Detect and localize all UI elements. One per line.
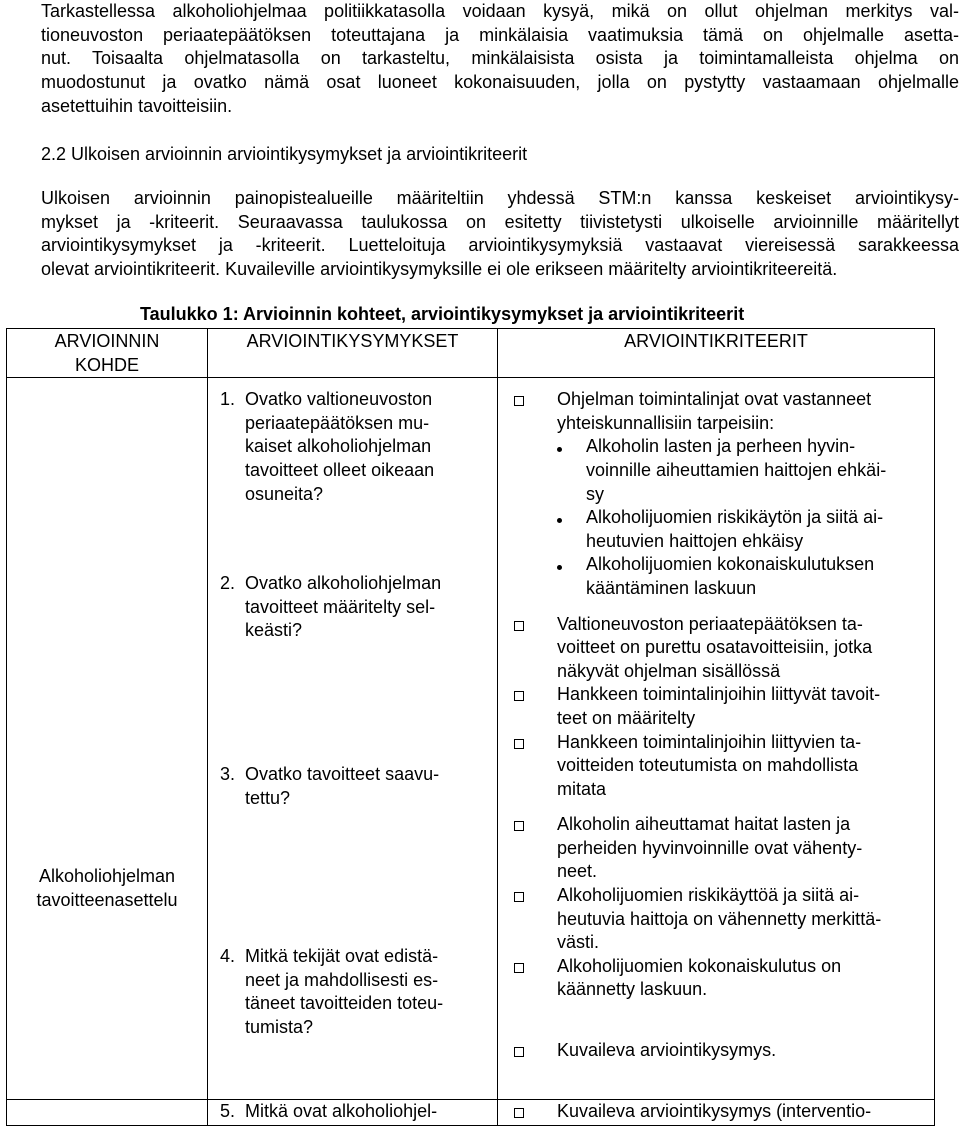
bullet-dot-icon xyxy=(557,565,562,570)
text-line: tioneuvoston periaatepäätöksen toteuttajana ja minkälaisia vaatimuksia tämä on ohjelmalle asetta- xyxy=(41,24,959,45)
criteria-line: Alkoholijuomien riskikäyttöä ja siitä ai- xyxy=(557,885,860,906)
checkbox-bullet-icon xyxy=(514,691,524,701)
text-line: mykset ja -kriteerit. Seuraavassa taulukossa on esitetty tiivistetysti ulkoiselle arvioinnille määritellyt xyxy=(41,211,959,232)
header-target-line: ARVIOINNIN xyxy=(54,331,160,351)
checkbox-bullet-icon xyxy=(514,739,524,749)
target-line: tavoitteenasettelu xyxy=(36,889,178,910)
checkbox-bullet-icon xyxy=(514,892,524,902)
criteria-item xyxy=(514,813,930,884)
bullet-line: Alkoholijuomien riskikäytön ja siitä ai- xyxy=(586,507,884,528)
criteria-line: näkyvät ohjelman sisällössä xyxy=(557,660,781,681)
criteria-line: Hankkeen toimintalinjoihin liittyvien ta- xyxy=(557,731,862,752)
text-line: asetettuihin tavoitteisiin. xyxy=(41,95,233,116)
table-caption: Taulukko 1: Arvioinnin kohteet, arviointikysymykset ja arviointikriteerit xyxy=(140,304,745,324)
question-line: kaiset alkoholiohjelman xyxy=(245,436,432,457)
question-line: Ovatko valtioneuvoston xyxy=(245,389,433,410)
criteria-line: Valtioneuvoston periaatepäätöksen ta- xyxy=(557,613,863,634)
question-line: tettu? xyxy=(245,787,291,808)
criteria-line: neet. xyxy=(557,861,598,882)
criteria-line: Alkoholin aiheuttamat haitat lasten ja xyxy=(557,814,851,835)
question-line: periaatepäätöksen mu- xyxy=(245,412,430,433)
question-item xyxy=(220,763,489,810)
bullet-line: Alkoholijuomien kokonaiskulutuksen xyxy=(586,554,875,575)
question-number: 4. xyxy=(220,946,236,967)
table-row xyxy=(7,378,935,1100)
bullet-dot-icon xyxy=(557,518,562,523)
checkbox-bullet-icon xyxy=(514,963,524,973)
questions-cell xyxy=(208,378,498,1100)
sub-bullet-item xyxy=(557,553,930,600)
sub-bullet-list xyxy=(557,435,930,600)
bullet-line: Alkoholin lasten ja perheen hyvin- xyxy=(586,436,856,457)
criteria-item xyxy=(514,955,930,1002)
question-line: neet ja mahdollisesti es- xyxy=(245,969,439,990)
question-line: keästi? xyxy=(245,620,303,641)
criteria-line: Kuvaileva arviointikysymys. xyxy=(557,1040,777,1061)
checkbox-bullet-icon xyxy=(514,821,524,831)
criteria-line: västi. xyxy=(557,932,600,953)
question-line: Ovatko alkoholiohjelman xyxy=(245,573,442,594)
header-target xyxy=(7,329,208,378)
question-number: 3. xyxy=(220,763,236,784)
section-heading: 2.2 Ulkoisen arvioinnin arviointikysymykset ja arviointikriteerit xyxy=(41,144,528,164)
table-row xyxy=(7,1100,935,1126)
bullet-line: heutuvien haittojen ehkäisy xyxy=(586,530,804,551)
question-line: Mitkä tekijät ovat edistä- xyxy=(245,946,439,967)
question-item xyxy=(220,945,489,1039)
target-cell xyxy=(7,378,208,1100)
criteria-line: yhteiskunnallisiin tarpeisiin: xyxy=(557,412,775,433)
text-line: nut. Toisaalta ohjelmatasolla on tarkasteltu, minkälaisista osista ja toimintamalleista ohjelma on xyxy=(41,48,959,69)
question-line: Mitkä ovat alkoholiohjel- xyxy=(245,1101,438,1122)
criteria-line: käännetty laskuun. xyxy=(557,979,708,1000)
criteria-line: voitteet on purettu osatavoitteisiin, jotka xyxy=(557,637,873,658)
question-line: osuneita? xyxy=(245,483,324,504)
intro-paragraph xyxy=(41,0,959,119)
criteria-item xyxy=(514,731,930,802)
table-header-row xyxy=(7,329,935,378)
criteria-line: voitteiden toteutumista on mahdollista xyxy=(557,755,859,776)
criteria-item xyxy=(514,1100,930,1125)
bullet-dot-icon xyxy=(557,447,562,452)
criteria-line: Kuvaileva arviointikysymys (interventio- xyxy=(557,1101,872,1122)
text-line: olevat arviointikriteerit. Kuvaileville arviointikysymyksille ei ole erikseen määritelty arviointikriteereitä. xyxy=(41,259,838,280)
checkbox-bullet-icon xyxy=(514,1047,524,1057)
question-line: tumista? xyxy=(245,1016,314,1037)
question-item xyxy=(220,1100,489,1124)
header-questions: ARVIOINTIKYSYMYKSET xyxy=(208,329,498,378)
questions-cell xyxy=(208,1100,498,1126)
criteria-line: Alkoholijuomien kokonaiskulutus on xyxy=(557,955,842,976)
question-item xyxy=(220,388,489,506)
text-line: arviointikysymykset ja -kriteerit. Luetteloituja arviointikysymyksiä vastaavat viereisessä sarakkeessa xyxy=(41,235,959,256)
question-item xyxy=(220,572,489,643)
bullet-line: voinnille aiheuttamien haittojen ehkäi- xyxy=(586,459,887,480)
header-criteria: ARVIOINTIKRITEERIT xyxy=(498,329,935,378)
bullet-line: sy xyxy=(586,483,604,504)
criteria-item xyxy=(514,884,930,955)
criteria-line: teet on määritelty xyxy=(557,707,696,728)
question-line: tavoitteet määritelty sel- xyxy=(245,596,436,617)
checkbox-bullet-icon xyxy=(514,1108,524,1118)
target-line: Alkoholiohjelman xyxy=(38,866,176,887)
criteria-cell xyxy=(498,1100,935,1126)
target-cell xyxy=(7,1100,208,1126)
criteria-line: heutuvia haittoja on vähennetty merkittä- xyxy=(557,908,882,929)
sub-bullet-item xyxy=(557,435,930,506)
bullet-line: kääntäminen laskuun xyxy=(586,577,757,598)
question-number: 2. xyxy=(220,573,236,594)
question-number: 5. xyxy=(220,1101,236,1122)
evaluation-table xyxy=(6,328,935,1126)
text-line: muodostunut ja ovatko nämä osat luoneet kokonaisuuden, jolla on pystytty vastaamaan ohjelmalle xyxy=(41,72,959,93)
criteria-line: mitata xyxy=(557,778,607,799)
criteria-item xyxy=(514,388,930,600)
criteria-line: Ohjelman toimintalinjat ovat vastanneet xyxy=(557,389,872,410)
question-line: tavoitteet olleet oikeaan xyxy=(245,459,435,480)
sub-bullet-item xyxy=(557,506,930,553)
question-line: Ovatko tavoitteet saavu- xyxy=(245,763,440,784)
question-line: täneet tavoitteiden toteu- xyxy=(245,993,444,1014)
header-target-line: KOHDE xyxy=(74,354,139,375)
criteria-item xyxy=(514,613,930,684)
checkbox-bullet-icon xyxy=(514,396,524,406)
section-paragraph xyxy=(41,187,959,282)
criteria-item xyxy=(514,1039,930,1064)
criteria-cell xyxy=(498,378,935,1100)
criteria-line: Hankkeen toimintalinjoihin liittyvät tavoit- xyxy=(557,684,881,705)
text-line: Ulkoisen arvioinnin painopistealueille määriteltiin yhdessä STM:n kanssa keskeiset arviointikysy- xyxy=(41,188,959,208)
criteria-item xyxy=(514,683,930,730)
checkbox-bullet-icon xyxy=(514,621,524,631)
question-number: 1. xyxy=(220,389,236,410)
text-line: Tarkastellessa alkoholiohjelmaa politiikkatasolla voidaan kysyä, mikä on ollut ohjelman merkitys val- xyxy=(41,1,959,21)
criteria-line: perheiden hyvinvoinnille ovat vähenty- xyxy=(557,837,863,858)
